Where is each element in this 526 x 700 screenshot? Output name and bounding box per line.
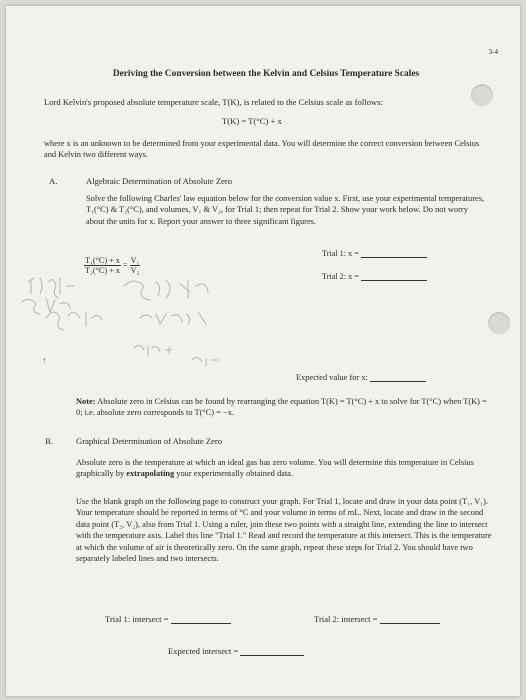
equation-left-numerator: T₁(°C) + x (85, 256, 120, 265)
section-b-letter: B. (45, 436, 53, 446)
section-b-paragraph-2: Use the blank graph on the following page to construct your graph. For Trial 1, locate and draw in your data point (T₁, V₁). Your temperature should be reported in terms of °C and your volume in terms of mL. Next, locate and draw in the second data point (T₂, V₂), also from Trial 1. Using a ruler, join these two points with a straight line, extending the line to intersect with the temperature axis. Label this line "Trial 1." Read and record the temperature at this intersect. This is the temperature at which the volume of air is theoretically zero. On the same graph, repeat these steps for Trial 2. You should have two separately labeled lines and two intersects. (76, 497, 492, 564)
section-a-title: Algebraic Determination of Absolute Zero (86, 176, 233, 186)
section-b-paragraph-1 (76, 457, 492, 480)
binder-hole (488, 312, 510, 334)
equals-sign: = (122, 260, 128, 270)
trial-1-answer (322, 248, 427, 258)
trial-1-blank[interactable] (361, 248, 427, 258)
equation-right-numerator: V₁ (130, 256, 140, 265)
expected-x (296, 372, 426, 382)
section-b-p1-text: Absolute zero is the temperature at which an ideal gas has zero volume. You will determine this temperature in Celsius graphically by (76, 458, 474, 479)
expected-x-label: Expected value for x: (296, 373, 368, 382)
equation-right-fraction (130, 256, 141, 275)
intro-paragraph: where x is an unknown to be determined from your experimental data. You will determine the correct conversion between Celsius and Kelvin two different ways. (44, 139, 480, 160)
expected-intersect (168, 646, 304, 656)
kelvin-formula: T(K) = T(°C) + x (222, 116, 282, 126)
section-b-p1-end: your experimentally obtained data. (174, 469, 293, 479)
note-text: Absolute zero in Celsius can be found by rearranging the equation T(K) = T(°C) + x to solve for T(°C) when T(K) = 0; i.e. absolute zero corresponds to T(°C) = −x. (76, 397, 487, 418)
intro-text: Lord Kelvin's proposed absolute temperature scale, T(K), is related to the Celsius scale as follows: (44, 97, 383, 107)
binder-hole (471, 84, 493, 106)
page-title: Deriving the Conversion between the Kelvin and Celsius Temperature Scales (112, 69, 420, 79)
note-label: Note: (76, 397, 96, 406)
expected-intersect-label: Expected intersect = (168, 646, 239, 656)
note-paragraph (76, 396, 492, 419)
trial-1-intersect (105, 614, 231, 624)
equation-left-denominator: T₂(°C) + x (85, 266, 120, 275)
section-b-p1-bold: extrapolating (126, 469, 175, 479)
trial-2-intersect (314, 614, 440, 624)
worksheet-page (6, 6, 520, 696)
equation-right-denominator: V₂ (130, 266, 140, 275)
trial-2-intersect-label: Trial 2: intersect = (314, 614, 378, 624)
trial-2-blank[interactable] (361, 271, 427, 281)
trial-2-answer (322, 271, 427, 281)
expected-intersect-blank[interactable] (240, 646, 304, 656)
trial-1-intersect-label: Trial 1: intersect = (105, 614, 169, 624)
faded-handwriting (16, 268, 316, 368)
margin-mark: ↑ (42, 355, 47, 365)
trial-1-label: Trial 1: x = (322, 249, 359, 258)
charles-law-equation (84, 256, 140, 275)
section-b-title: Graphical Determination of Absolute Zero (76, 436, 223, 446)
expected-x-blank[interactable] (370, 372, 426, 382)
trial-2-intersect-blank[interactable] (380, 614, 440, 624)
section-a-instructions: Solve the following Charles' law equation below for the conversion value x. First, use your experimental temperatures, T₁(°C) & T₂(°C), and volumes, V₁ & V₂, for Trial 1; then repeat for Trial 2. Show your work below. Do not worry about the units for x. Report your answer to three significant figures. (86, 194, 485, 226)
trial-2-label: Trial 2: x = (322, 272, 359, 281)
page-number: 3-4 (488, 48, 498, 56)
section-a-letter: A. (49, 176, 58, 186)
equation-left-fraction (84, 256, 121, 275)
trial-1-intersect-blank[interactable] (171, 614, 231, 624)
